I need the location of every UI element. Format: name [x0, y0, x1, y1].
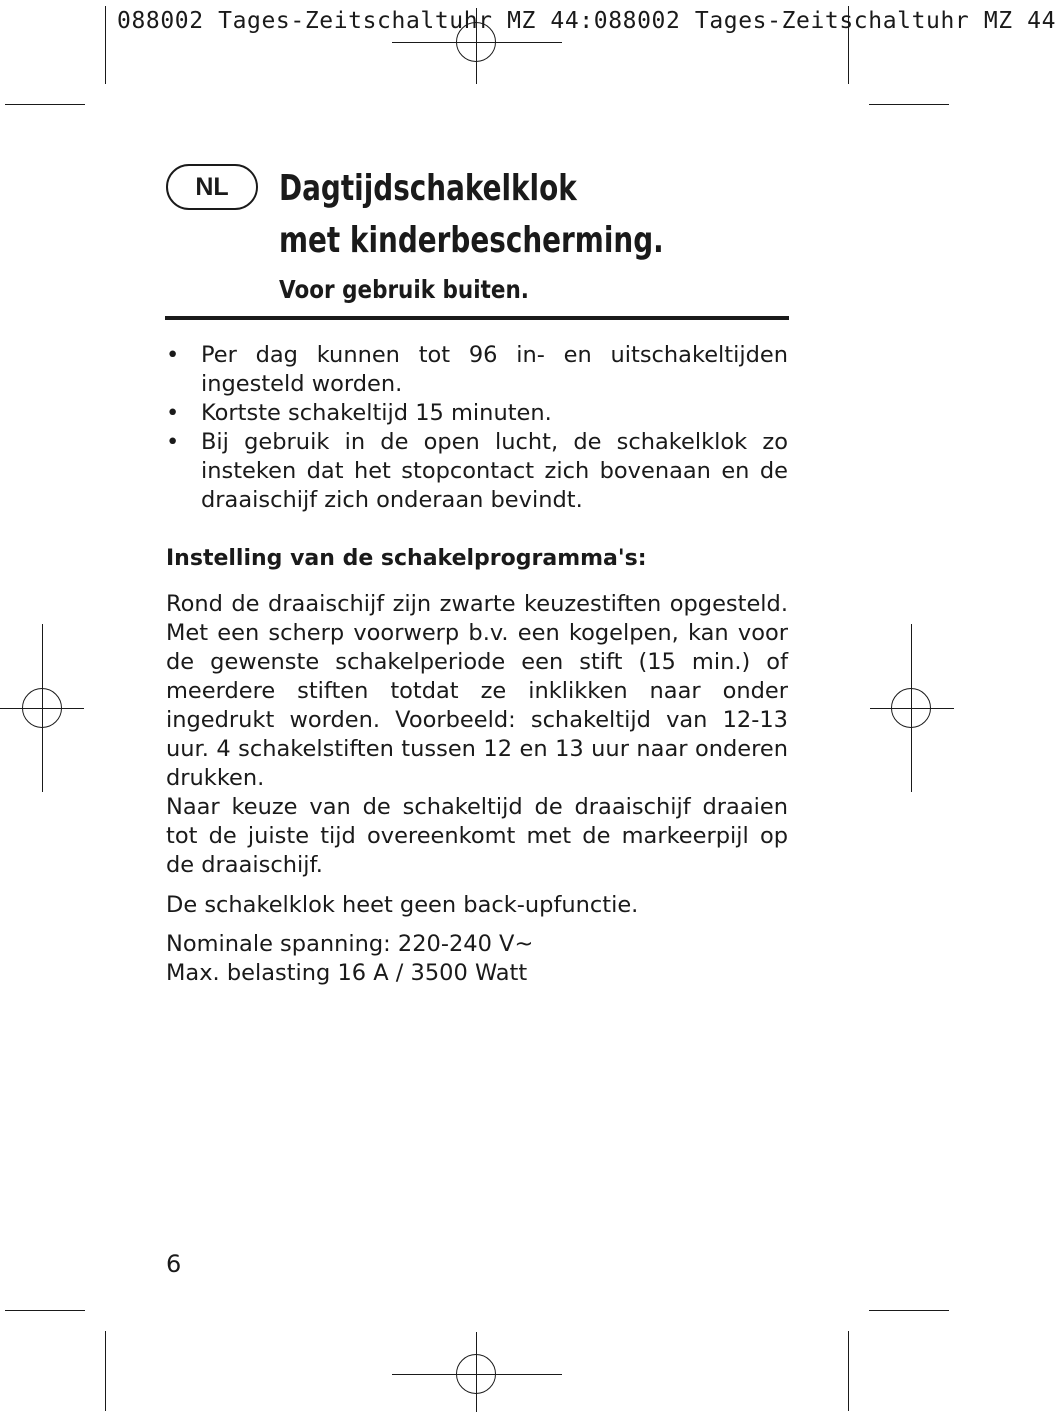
bullet-icon: • — [166, 400, 180, 426]
list-item — [166, 399, 788, 428]
list-item-text: Kortste schakeltijd 15 minuten. — [201, 400, 552, 426]
list-item — [166, 428, 788, 515]
list-item-text: Per dag kunnen tot 96 in- en uitschakeltijden ingesteld worden. — [201, 342, 788, 397]
list-item-text: Bij gebruik in de open lucht, de schakelklok zo insteken dat het stopcontact zich bovenaan en de draaischijf zich onderaan bevindt. — [201, 429, 788, 513]
instructions-block — [166, 590, 788, 880]
printer-slug: 088002 Tages-Zeitschaltuhr MZ 44:088002 Tages-Zeitschaltuhr MZ 44 — [117, 8, 1056, 34]
crop-mark — [5, 1310, 85, 1311]
title-divider — [165, 316, 789, 320]
feature-list — [166, 341, 788, 515]
title-line-2: met kinderbescherming. — [279, 220, 664, 261]
list-item — [166, 341, 788, 399]
spec-voltage: Nominale spanning: 220-240 V~ — [166, 931, 534, 957]
section-heading: Instelling van de schakelprogramma's: — [166, 546, 647, 571]
crop-mark — [869, 1310, 949, 1311]
crop-mark — [869, 104, 949, 105]
page-title — [279, 163, 664, 267]
instructions-paragraph: Rond de draaischijf zijn zwarte keuzestiften opgesteld. Met een scherp voorwerp b.v. een kogelpen, kan voor de gewenste schakelperiode een stift (15 min.) of meerdere stiften totdat ze inklikken naar onder ingedrukt worden. Voorbeeld: schakeltijd van 12-13 uur. 4 schakelstiften tussen 12 en 13 uur naar onderen drukken. — [166, 591, 788, 791]
specifications — [166, 930, 788, 988]
crop-mark — [5, 104, 85, 105]
registration-circle — [22, 688, 62, 728]
registration-circle — [456, 1354, 496, 1394]
spec-load: Max. belasting 16 A / 3500 Watt — [166, 960, 528, 986]
crop-mark — [105, 1331, 106, 1411]
subtitle: Voor gebruik buiten. — [279, 275, 529, 304]
crop-mark — [105, 6, 106, 84]
page-number: 6 — [166, 1250, 182, 1278]
crop-mark — [848, 1331, 849, 1411]
language-badge: NL — [166, 164, 258, 210]
bullet-icon: • — [166, 342, 180, 368]
registration-circle — [891, 688, 931, 728]
instructions-paragraph: Naar keuze van de schakeltijd de draaischijf draaien tot de juiste tijd overeenkomt met de markeerpijl op de draaischijf. — [166, 794, 788, 878]
title-line-1: Dagtijdschakelklok — [279, 168, 577, 209]
backup-note: De schakelklok heet geen back-upfunctie. — [166, 892, 639, 918]
bullet-icon: • — [166, 429, 180, 455]
